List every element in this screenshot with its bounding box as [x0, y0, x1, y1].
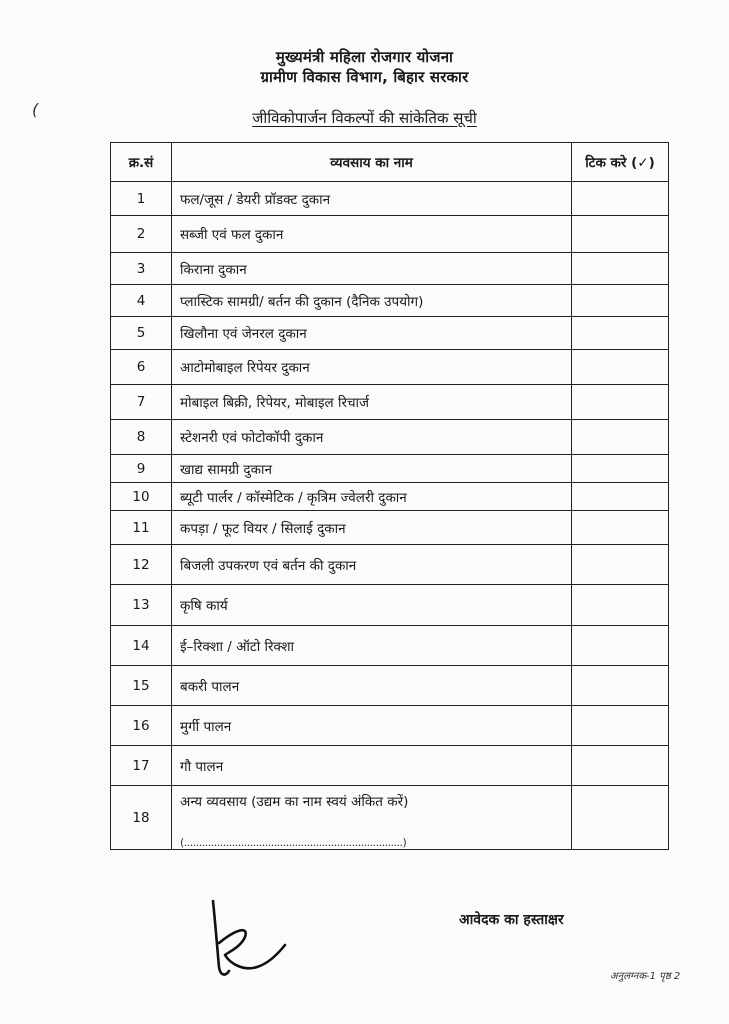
tick-cell[interactable]: [572, 666, 669, 706]
row-serial: 18: [111, 786, 172, 850]
table-row: [111, 511, 669, 545]
row-business-name: ब्यूटी पार्लर / कॉस्मेटिक / कृत्रिम ज्वेलरी दुकान: [172, 483, 572, 511]
tick-cell[interactable]: [572, 483, 669, 511]
tick-cell[interactable]: [572, 455, 669, 483]
row-business-name: आटोमोबाइल रिपेयर दुकान: [172, 350, 572, 385]
row-serial: 1: [111, 182, 172, 216]
row-serial: 10: [111, 483, 172, 511]
tick-cell[interactable]: [572, 511, 669, 545]
livelihood-options-table: [110, 142, 669, 850]
row-serial: 13: [111, 585, 172, 626]
tick-cell[interactable]: [572, 706, 669, 746]
tick-cell[interactable]: [572, 253, 669, 285]
row-business-name: फल/जूस / डेयरी प्रॉडक्ट दुकान: [172, 182, 572, 216]
table-row: [111, 385, 669, 420]
row-serial: 9: [111, 455, 172, 483]
tick-cell[interactable]: [572, 746, 669, 786]
row-business-name: बकरी पालन: [172, 666, 572, 706]
tick-cell[interactable]: [572, 420, 669, 455]
table-header-row: [111, 143, 669, 182]
row-business-name: ई–रिक्शा / ऑटो रिक्शा: [172, 626, 572, 666]
tick-cell[interactable]: [572, 216, 669, 253]
row-business-name: मोबाइल बिक्री, रिपेयर, मोबाइल रिचार्ज: [172, 385, 572, 420]
table-row: [111, 350, 669, 385]
table-row: [111, 483, 669, 511]
row-serial: 11: [111, 511, 172, 545]
row-business-name: प्लास्टिक सामग्री/ बर्तन की दुकान (दैनिक उपयोग): [172, 285, 572, 317]
tick-cell[interactable]: [572, 182, 669, 216]
tick-cell[interactable]: [572, 350, 669, 385]
table-row: [111, 216, 669, 253]
row-business-name: खिलौना एवं जेनरल दुकान: [172, 317, 572, 350]
scheme-title: मुख्यमंत्री महिला रोजगार योजना: [275, 48, 454, 66]
table-row: [111, 253, 669, 285]
table-row: [111, 626, 669, 666]
table-row: [111, 285, 669, 317]
table-row: [111, 420, 669, 455]
row-business-name: स्टेशनरी एवं फोटोकॉपी दुकान: [172, 420, 572, 455]
margin-mark: (: [32, 100, 39, 119]
row-serial: 8: [111, 420, 172, 455]
tick-cell[interactable]: [572, 285, 669, 317]
annexure-footnote: अनुलग्नक-1 पृष्ठ 2: [610, 971, 681, 982]
tick-cell[interactable]: [572, 626, 669, 666]
signature-label: आवेदक का हस्ताक्षर: [459, 912, 564, 928]
tick-cell[interactable]: [572, 545, 669, 585]
col-header-tick: टिक करे (✓): [572, 143, 669, 182]
row-business-name: कृषि कार्य: [172, 585, 572, 626]
row-serial: 14: [111, 626, 172, 666]
row-serial: 6: [111, 350, 172, 385]
tick-cell[interactable]: [572, 585, 669, 626]
row-serial: 2: [111, 216, 172, 253]
row-business-name: मुर्गी पालन: [172, 706, 572, 746]
applicant-signature: [205, 895, 290, 985]
tick-cell[interactable]: [572, 317, 669, 350]
table-row: [111, 706, 669, 746]
row-business-name: किराना दुकान: [172, 253, 572, 285]
row-serial: 12: [111, 545, 172, 585]
table-row: [111, 666, 669, 706]
tick-cell[interactable]: [572, 385, 669, 420]
row-business-name: बिजली उपकरण एवं बर्तन की दुकान: [172, 545, 572, 585]
row-serial: 4: [111, 285, 172, 317]
row-serial: 3: [111, 253, 172, 285]
department-title: ग्रामीण विकास विभाग, बिहार सरकार: [260, 68, 469, 86]
row-business-name: कपड़ा / फूट वियर / सिलाई दुकान: [172, 511, 572, 545]
row-business-name: खाद्य सामग्री दुकान: [172, 455, 572, 483]
table-row: [111, 786, 669, 850]
row-business-name: गौ पालन: [172, 746, 572, 786]
tick-cell[interactable]: [572, 786, 669, 850]
table-row: [111, 182, 669, 216]
other-business-blank[interactable]: (.........................................................................): [180, 836, 407, 849]
row-business-name-other: [172, 786, 572, 850]
row-serial: 16: [111, 706, 172, 746]
row-serial: 5: [111, 317, 172, 350]
row-serial: 7: [111, 385, 172, 420]
other-business-label: अन्य व्यवसाय (उद्यम का नाम स्वयं अंकित करें): [180, 794, 409, 810]
table-row: [111, 746, 669, 786]
table-row: [111, 317, 669, 350]
table-row: [111, 545, 669, 585]
table-row: [111, 455, 669, 483]
row-serial: 15: [111, 666, 172, 706]
col-header-serial: क्र.सं: [111, 143, 172, 182]
table-row: [111, 585, 669, 626]
row-serial: 17: [111, 746, 172, 786]
row-business-name: सब्जी एवं फल दुकान: [172, 216, 572, 253]
col-header-business-name: व्यवसाय का नाम: [172, 143, 572, 182]
list-title: जीविकोपार्जन विकल्पों की सांकेतिक सूची: [252, 109, 477, 127]
